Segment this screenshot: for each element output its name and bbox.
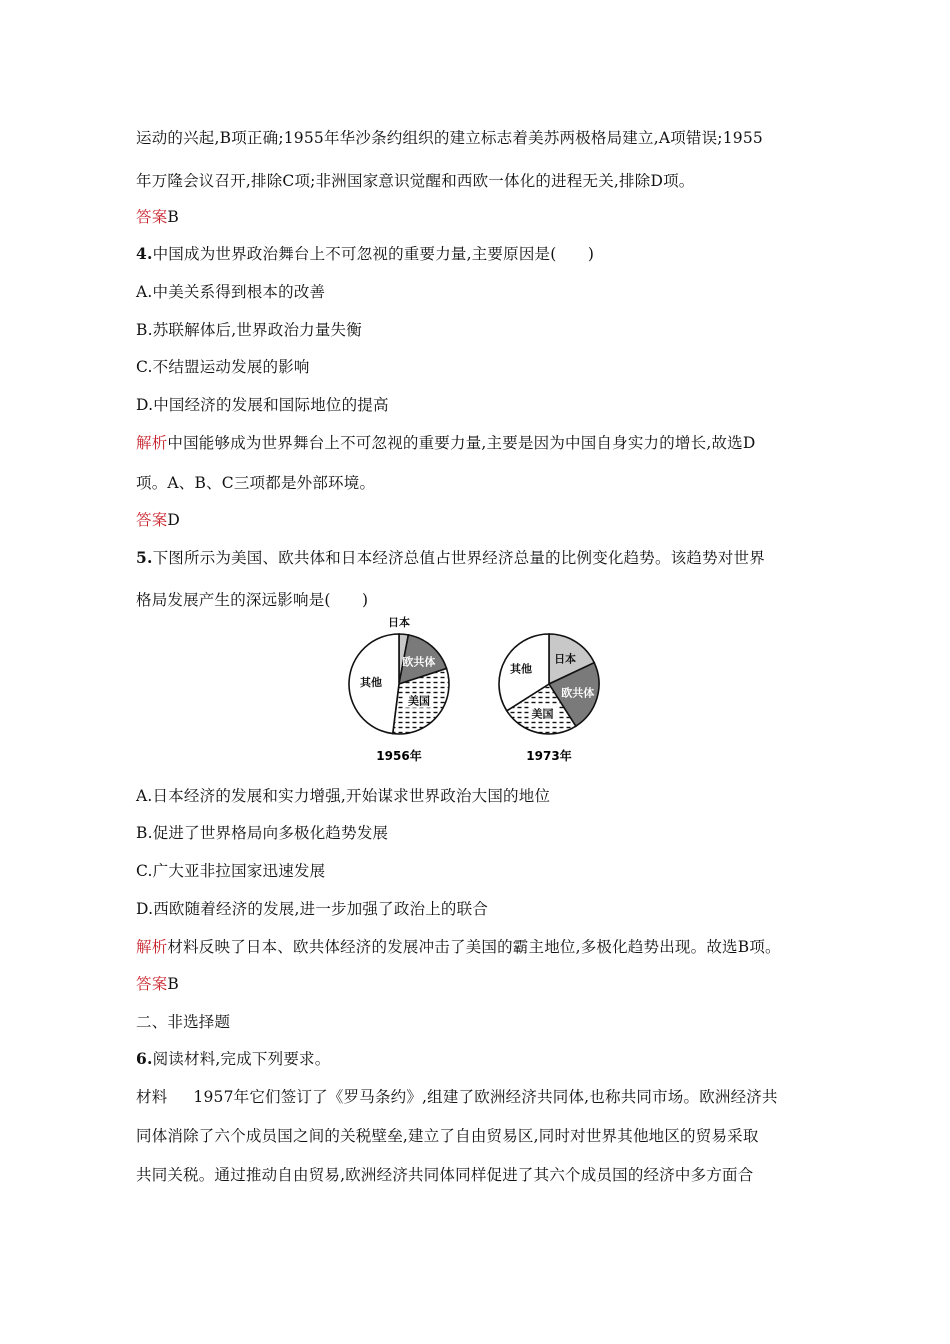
answer-value: B bbox=[167, 208, 179, 226]
q5-option-d: D.西欧随着经济的发展,进一步加强了政治上的联合 bbox=[136, 900, 489, 918]
section-heading: 二、非选择题 bbox=[136, 1013, 231, 1031]
analysis-text: 材料反映了日本、欧共体经济的发展冲击了美国的霸主地位,多极化趋势出现。故选B项。 bbox=[167, 938, 781, 956]
q4-analysis-line2: 项。A、B、C三项都是外部环境。 bbox=[136, 474, 376, 492]
q4-analysis-line1 bbox=[136, 433, 756, 453]
material-text: 1957年它们签订了《罗马条约》,组建了欧洲经济共同体,也称共同市场。欧洲经济共 bbox=[193, 1088, 778, 1106]
answer-label: 答案 bbox=[136, 975, 168, 993]
q5-stem-line1 bbox=[136, 548, 765, 568]
q6-material-line1 bbox=[136, 1087, 778, 1107]
pie-1973-title: 1973年 bbox=[526, 749, 572, 763]
question-number: 4. bbox=[136, 244, 153, 263]
q3-explanation-line2: 年万隆会议召开,排除C项;非洲国家意识觉醒和西欧一体化的进程无关,排除D项。 bbox=[136, 172, 695, 190]
question-text: 阅读材料,完成下列要求。 bbox=[152, 1050, 331, 1068]
answer-label: 答案 bbox=[136, 511, 168, 529]
pie-1956-label-other: 其他 bbox=[360, 676, 383, 690]
q4-option-c: C.不结盟运动发展的影响 bbox=[136, 358, 310, 376]
q5-analysis bbox=[136, 937, 781, 957]
question-number: 6. bbox=[136, 1049, 153, 1068]
analysis-label: 解析 bbox=[136, 434, 168, 452]
q4-option-d: D.中国经济的发展和国际地位的提高 bbox=[136, 396, 389, 414]
q4-stem bbox=[136, 244, 594, 264]
pie-1973-label-japan: 日本 bbox=[554, 652, 577, 666]
pie-1956-label-usa: 美国 bbox=[408, 694, 431, 708]
q5-option-a: A.日本经济的发展和实力增强,开始谋求世界政治大国的地位 bbox=[136, 787, 551, 805]
q6-material-line2: 同体消除了六个成员国之间的关税壁垒,建立了自由贸易区,同时对世界其他地区的贸易采取 bbox=[136, 1127, 759, 1145]
q5-option-c: C.广大亚非拉国家迅速发展 bbox=[136, 862, 326, 880]
pie-1973-label-other: 其他 bbox=[509, 662, 532, 676]
q5-answer bbox=[136, 974, 179, 994]
pie-1973-label-usa: 美国 bbox=[531, 707, 554, 721]
q5-option-b: B.促进了世界格局向多极化趋势发展 bbox=[136, 824, 389, 842]
q6-stem bbox=[136, 1049, 330, 1069]
pie-1956-label-japan: 日本 bbox=[388, 616, 410, 629]
question-text: 中国成为世界政治舞台上不可忽视的重要力量,主要原因是( ) bbox=[152, 245, 595, 263]
answer-value: D bbox=[167, 511, 181, 529]
analysis-label: 解析 bbox=[136, 938, 168, 956]
analysis-text: 中国能够成为世界舞台上不可忽视的重要力量,主要是因为中国自身实力的增长,故选D bbox=[167, 434, 756, 452]
pie-charts-figure bbox=[335, 615, 615, 770]
q5-stem-line2: 格局发展产生的深远影响是( ) bbox=[136, 591, 369, 609]
pie-1973-label-ec: 欧共体 bbox=[561, 686, 595, 700]
q4-answer bbox=[136, 510, 180, 530]
answer-label: 答案 bbox=[136, 208, 168, 226]
question-number: 5. bbox=[136, 548, 153, 567]
pie-chart-1956 bbox=[349, 615, 449, 734]
pie-1956-title: 1956年 bbox=[376, 749, 422, 763]
pie-1956-label-ec: 欧共体 bbox=[402, 655, 436, 669]
q4-option-b: B.苏联解体后,世界政治力量失衡 bbox=[136, 321, 362, 339]
answer-value: B bbox=[167, 975, 179, 993]
q4-option-a: A.中美关系得到根本的改善 bbox=[136, 283, 326, 301]
q3-explanation-line1: 运动的兴起,B项正确;1955年华沙条约组织的建立标志着美苏两极格局建立,A项错误;1955 bbox=[136, 129, 763, 147]
question-text: 下图所示为美国、欧共体和日本经济总值占世界经济总量的比例变化趋势。该趋势对世界 bbox=[152, 549, 765, 567]
q6-material-line3: 共同关税。通过推动自由贸易,欧洲经济共同体同样促进了其六个成员国的经济中多方面合 bbox=[136, 1166, 754, 1184]
pie-chart-1973 bbox=[499, 634, 599, 734]
material-label: 材料 bbox=[136, 1088, 168, 1106]
q3-answer bbox=[136, 207, 179, 227]
